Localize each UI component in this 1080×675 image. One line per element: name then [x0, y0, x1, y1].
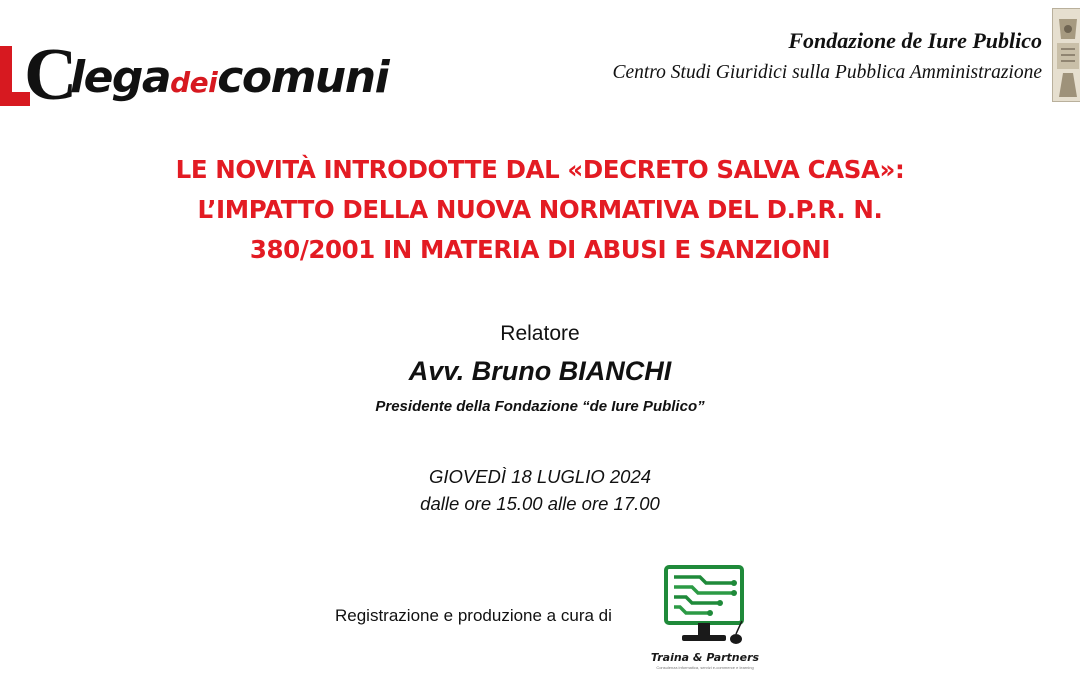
computer-circuit-icon [640, 563, 770, 651]
lega-dei-comuni-logo [0, 22, 389, 116]
production-label: Registrazione e produzione a cura di [335, 606, 612, 625]
speaker-name: Avv. Bruno BIANCHI [408, 356, 672, 386]
lc-monogram-icon: C [0, 46, 62, 106]
foundation-title: Fondazione de Iure Publico [788, 28, 1042, 53]
partner-name: Traina & Partners [650, 651, 760, 664]
event-time: dalle ore 15.00 alle ore 17.00 [420, 493, 660, 514]
traina-partners-logo [640, 563, 770, 671]
event-date: GIOVEDÌ 18 LUGLIO 2024 [428, 466, 652, 487]
partner-tagline: Consulenza informatica, servizi e-commerce e learning [656, 665, 754, 670]
title-line: L’IMPATTO DELLA NUOVA NORMATIVA DEL D.P.R. N. [197, 195, 883, 224]
event-title [60, 150, 1020, 270]
logo-wordmark: legadeicomuni [70, 52, 389, 103]
speaker-label: Relatore [500, 322, 580, 345]
foundation-emblem-icon [1052, 8, 1080, 102]
speaker-role: Presidente della Fondazione “de Iure Publico” [375, 398, 705, 415]
foundation-subtitle: Centro Studi Giuridici sulla Pubblica Amministrazione [612, 62, 1042, 83]
title-line: LE NOVITÀ INTRODOTTE DAL «DECRETO SALVA CASA»: [175, 155, 905, 184]
title-line: 380/2001 IN MATERIA DI ABUSI E SANZIONI [249, 235, 831, 264]
